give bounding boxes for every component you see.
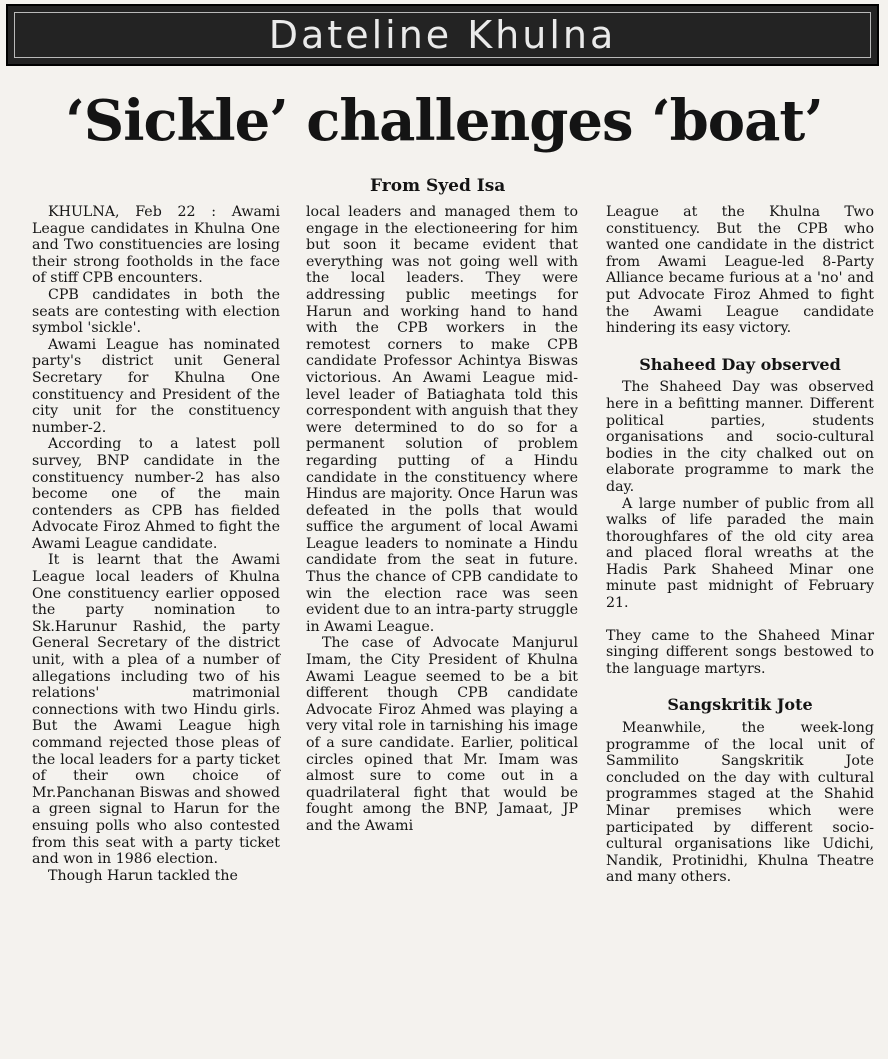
paragraph: Meanwhile, the week-long programme of the local unit of Sammilito Sangskritik Jote concluded on the day with cultural programmes staged at the Shahid Minar premises which were participated by different socio-cultural organisations like Udichi, Nandik, Protinidhi, Khulna Theatre and many others. [606,720,874,886]
paragraph: Though Harun tackled the [48,867,238,884]
paragraph: local leaders and managed them to engage in the electioneering for him but soon it became evident that everything was not going well with the local leaders. They were addressing public meetings for Harun and working hand to hand with the CPB workers in the remotest corners to make CPB candidate Professor Achintya Biswas victorious. An Awami League mid-level leader of Batiaghata told this correspondent with anguish that they were determined to do so for a permanent solution of problem regarding putting of a Hindu candidate in the constituency where Hindus are majority. Once Harun was defeated in the polls that would suffice the argument of local Awami League leaders to nominate a Hindu candidate from the seat in future. Thus the chance of CPB candidate to win the election race was seen evident due to an intra-party struggle in Awami League. [306,204,578,635]
section-title: Dateline Khulna [268,13,617,57]
paragraph: They came to the Shaheed Minar singing different songs bestowed to the language martyrs. [606,627,874,677]
headline: ‘Sickle’ challenges ‘boat’ [65,88,823,154]
paragraph: CPB candidates in both the seats are contesting with election symbol 'sickle'. [32,286,280,337]
paragraph: Awami League has nominated party's district unit General Secretary for Khulna One constituency and President of the city unit for the constituency number-2. [32,336,280,436]
paragraph: The Shaheed Day was observed here in a befitting manner. Different political parties, students organisations and socio-cultural bodies in the city chalked out on elaborate programme to mark the day. [606,379,874,495]
paragraph: According to a latest poll survey, BNP candidate in the constituency number-2 has also become one of the main contenders as CPB has fielded Advocate Firoz Ahmed to fight the Awami League candidate. [32,436,280,552]
paragraph: League at the Khulna Two constituency. But the CPB who wanted one candidate in the district from Awami League-led 8-Party Alliance became furious at a 'no' and put Advocate Firoz Ahmed to fight the Awami League candidate hindering its easy victory. [606,204,874,337]
article-column-3 [606,204,874,886]
byline: From Syed Isa [370,176,506,196]
section-banner [6,4,879,66]
spacer [606,612,874,628]
article-column-2 [306,204,578,835]
paragraph: A large number of public from all walks of life paraded the main thoroughfares of the old city area and placed floral wreaths at the Hadis Park Shaheed Minar one minute past midnight of February 21. [606,495,874,612]
paragraph: KHULNA, Feb 22 : Awami League candidates in Khulna One and Two constituencies are losing their strong footholds in the face of stiff CPB encounters. [32,204,280,287]
paragraph: The case of Advocate Manjurul Imam, the City President of Khulna Awami League seemed to be a bit different though CPB candidate Advocate Firoz Ahmed was playing a very vital role in tarnishing his image of a sure candidate. Earlier, political circles opined that Mr. Imam was almost sure to come out in a quadrilateral fight that would be fought among the BNP, Jamaat, JP and the Awami [306,635,578,834]
paragraph: It is learnt that the Awami League local leaders of Khulna One constituency earlier opposed the party nomination to Sk.Harunur Rashid, the party General Secretary of the district unit, with a plea of a number of allegations including two of his relations' matrimonial connections with two Hindu girls. But the Awami League high command rejected those pleas of the local leaders for a party ticket of their own choice of Mr.Panchanan Biswas and showed a green signal to Harun for the ensuing polls who also contested from this seat with a party ticket and won in 1986 election. [32,552,280,868]
article-column-1 [32,204,280,884]
subheading-sangskritik-jote: Sangskritik Jote [667,695,813,715]
subheading-shaheed-day: Shaheed Day observed [639,354,841,374]
